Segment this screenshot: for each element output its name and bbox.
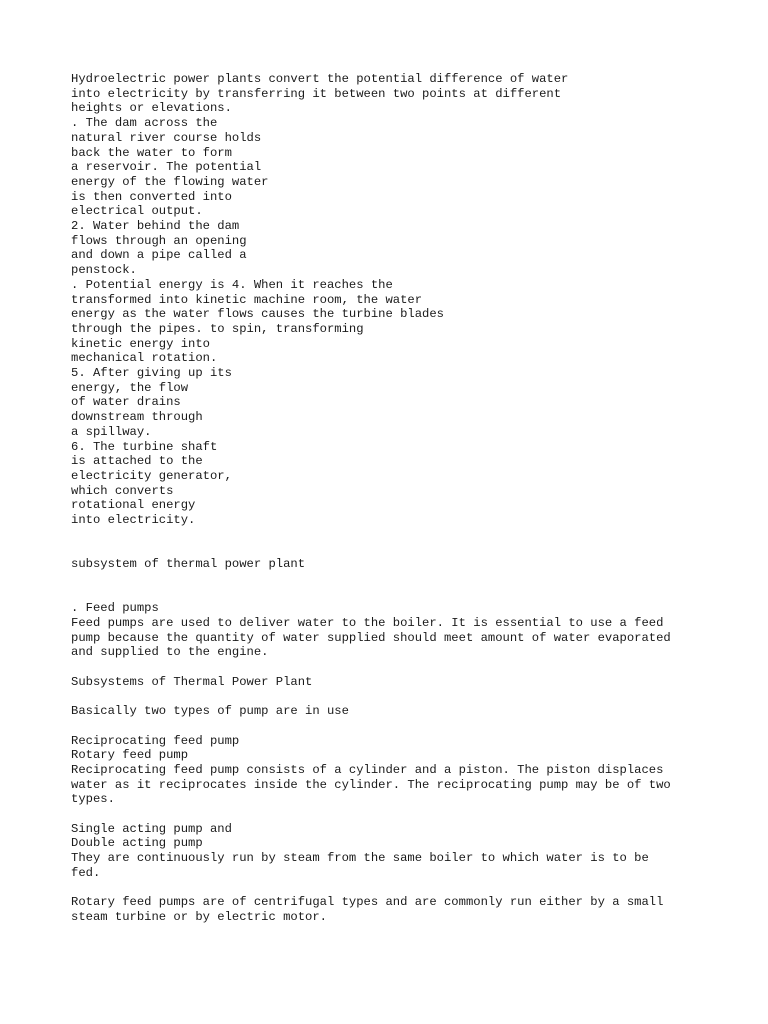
text-line: water as it reciprocates inside the cylinder. The reciprocating pump may be of two [71,777,671,792]
list-item: Rotary feed pump [71,748,189,763]
blank-line [71,572,711,587]
text-line: 6. The turbine shaft [71,439,218,454]
text-line: fed. [71,865,101,880]
text-line: energy of the flowing water [71,174,269,189]
text-line: through the pipes. to spin, transforming [71,321,364,336]
text-line: is then converted into [71,189,232,204]
text-line: and down a pipe called a [71,248,247,263]
text-line: is attached to the [71,454,203,469]
section-heading: Subsystems of Thermal Power Plant [71,674,313,689]
text-line: rotational energy [71,498,196,513]
blank-line [71,528,711,543]
blank-line [71,719,711,734]
text-line: 5. After giving up its [71,366,232,381]
text-line: back the water to form [71,145,232,160]
text-line: types. [71,792,115,807]
text-line: of water drains [71,395,181,410]
blank-line [71,807,711,822]
text-line: Feed pumps are used to deliver water to the boiler. It is essential to use a feed [71,615,664,630]
text-line: Hydroelectric power plants convert the potential difference of water [71,72,569,86]
text-line: and supplied to the engine. [71,645,269,660]
text-line: kinetic energy into [71,336,210,351]
blank-line [71,689,711,704]
text-line: Rotary feed pumps are of centrifugal types and are commonly run either by a small [71,895,664,910]
text-line: which converts [71,483,174,498]
blank-line [71,542,711,557]
text-line: a reservoir. The potential [71,160,262,175]
text-line: heights or elevations. [71,101,232,116]
text-line: 2. Water behind the dam [71,219,240,234]
text-line: energy, the flow [71,380,189,395]
list-item: Double acting pump [71,836,203,851]
text-line: flows through an opening [71,233,247,248]
text-line: natural river course holds [71,130,262,145]
text-line: into electricity by transferring it between two points at different [71,86,562,101]
text-line: transformed into kinetic machine room, the water [71,292,423,307]
text-line: . Potential energy is 4. When it reaches the [71,277,393,292]
text-line: Basically two types of pump are in use [71,704,349,719]
document-body [71,72,711,925]
blank-line [71,660,711,675]
list-item: Reciprocating feed pump [71,733,240,748]
section-heading: . Feed pumps [71,601,159,616]
text-line: . The dam across the [71,116,218,131]
blank-line [71,587,711,602]
text-line: penstock. [71,263,137,278]
text-line: pump because the quantity of water supplied should meet amount of water evaporated [71,630,671,645]
text-line: a spillway. [71,424,152,439]
text-line: into electricity. [71,513,196,528]
text-line: mechanical rotation. [71,351,218,366]
text-line: downstream through [71,410,203,425]
text-line: Reciprocating feed pump consists of a cylinder and a piston. The piston displaces [71,762,664,777]
text-line: steam turbine or by electric motor. [71,909,327,924]
section-heading: subsystem of thermal power plant [71,557,306,572]
text-line: They are continuously run by steam from the same boiler to which water is to be [71,851,649,866]
list-item: Single acting pump and [71,821,232,836]
text-line: electricity generator, [71,468,232,483]
text-line: electrical output. [71,204,203,219]
blank-line [71,881,711,896]
text-line: energy as the water flows causes the turbine blades [71,307,444,322]
